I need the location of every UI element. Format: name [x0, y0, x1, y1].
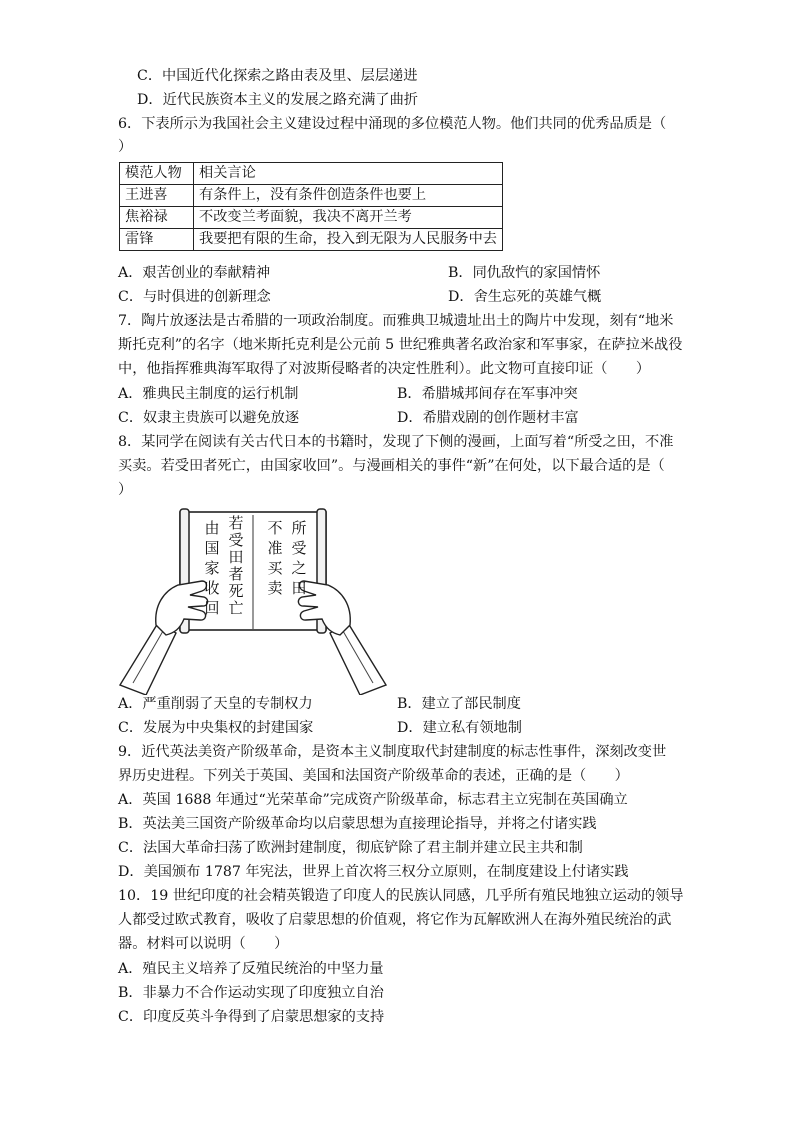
- q6-stem-end: ）: [118, 139, 133, 155]
- q10-option-b: B．非暴力不合作运动实现了印度独立自治: [118, 985, 384, 1001]
- table-cell: 有条件上，没有条件创造条件也要上: [194, 185, 503, 207]
- q8-stem-line2: 买卖。若受田者死亡，由国家收回”。与漫画相关的事件“新”在何处，以下最合适的是（: [118, 458, 665, 474]
- q6-stem: 6．下表所示为我国社会主义建设过程中涌现的多位模范人物。他们共同的优秀品质是（: [118, 116, 667, 132]
- q10-stem-line2: 人都受过欧式教育，吸收了启蒙思想的价值观，将它作为瓦解欧洲人在海外殖民统治的武: [118, 912, 672, 928]
- q7-option-d: D．希腊戏剧的创作题材丰富: [397, 410, 579, 426]
- table-row: [120, 207, 503, 229]
- scroll-text-column-4: 由国家收回: [204, 519, 220, 617]
- q7-stem-line3: 中，他指挥雅典海军取得了对波斯侵略者的决定性胜利）。此文物可直接印证（ ）: [118, 361, 651, 377]
- scroll-text-column-1: 所受之田: [291, 519, 307, 597]
- table-header: 模范人物: [120, 163, 194, 185]
- q9-option-a: A．英国 1688 年通过“光荣革命”完成资产阶级革命，标志君主立宪制在英国确立: [118, 792, 628, 808]
- table-cell: 王进喜: [120, 185, 194, 207]
- table-row: [120, 185, 503, 207]
- scroll-text-column-2: 不准买卖: [267, 519, 283, 597]
- q7-option-b: B．希腊城邦间存在军事冲突: [397, 386, 578, 402]
- q6-option-d: D．舍生忘死的英雄气概: [448, 289, 602, 305]
- table-cell: 我要把有限的生命，投入到无限为人民服务中去: [194, 229, 503, 251]
- q5-option-d: D．近代民族资本主义的发展之路充满了曲折: [137, 92, 418, 108]
- q8-stem-line3: ）: [118, 482, 133, 498]
- q8-option-c: C．发展为中央集权的封建国家: [118, 720, 314, 736]
- q6-option-b: B．同仇敌忾的家国情怀: [448, 265, 601, 281]
- table-header: 相关言论: [194, 163, 503, 185]
- q9-option-d: D．美国颁布 1787 年宪法，世界上首次将三权分立原则，在制度建设上付诸实践: [118, 864, 629, 880]
- q10-option-c: C．印度反英斗争得到了启蒙思想家的支持: [118, 1009, 385, 1025]
- table-cell: 焦裕禄: [120, 207, 194, 229]
- table-cell: 雷锋: [120, 229, 194, 251]
- q7-stem-line1: 7．陶片放逐法是古希腊的一项政治制度。而雅典卫城遗址出土的陶片中发现，刻有“地米: [118, 313, 674, 329]
- q6-option-a: A．艰苦创业的奉献精神: [118, 265, 271, 281]
- q7-option-a: A．雅典民主制度的运行机制: [118, 386, 299, 402]
- q9-option-c: C．法国大革命扫荡了欧洲封建制度，彻底铲除了君主制并建立民主共和制: [118, 840, 583, 856]
- q10-stem-line1: 10．19 世纪印度的社会精英锻造了印度人的民族认同感，几乎所有殖民地独立运动的领导: [118, 888, 684, 904]
- scroll-cartoon-illustration: [118, 505, 388, 695]
- table-header-row: [120, 163, 503, 185]
- table-row: [120, 229, 503, 251]
- q7-option-c: C．奴隶主贵族可以避免放逐: [118, 410, 300, 426]
- scroll-text-column-3: 若受田者死亡: [228, 514, 244, 617]
- q8-option-a: A．严重削弱了天皇的专制权力: [118, 696, 313, 712]
- q10-option-a: A．殖民主义培养了反殖民统治的中坚力量: [118, 961, 384, 977]
- q8-option-b: B．建立了部民制度: [397, 696, 521, 712]
- q9-option-b: B．英法美三国资产阶级革命均以启蒙思想为直接理论指导，并将之付诸实践: [118, 816, 597, 832]
- table-cell: 不改变兰考面貌，我决不离开兰考: [194, 207, 503, 229]
- q6-option-c: C．与时俱进的创新理念: [118, 289, 271, 305]
- q10-stem-line3: 器。材料可以说明（ ）: [118, 936, 289, 952]
- q8-option-d: D．建立私有领地制: [397, 720, 522, 736]
- q7-stem-line2: 斯托克利”的名字（地米斯托克利是公元前 5 世纪雅典著名政治家和军事家，在萨拉米战役: [118, 337, 683, 353]
- q8-stem-line1: 8．某同学在阅读有关古代日本的书籍时，发现了下侧的漫画，上面写着“所受之田，不准: [118, 434, 674, 450]
- model-figures-table: [119, 162, 503, 251]
- q9-stem-line2: 界历史进程。下列关于英国、美国和法国资产阶级革命的表述，正确的是（ ）: [118, 768, 629, 784]
- q5-option-c: C．中国近代化探索之路由表及里、层层递进: [137, 68, 418, 84]
- q9-stem-line1: 9．近代英法美资产阶级革命，是资本主义制度取代封建制度的标志性事件，深刻改变世: [118, 744, 667, 760]
